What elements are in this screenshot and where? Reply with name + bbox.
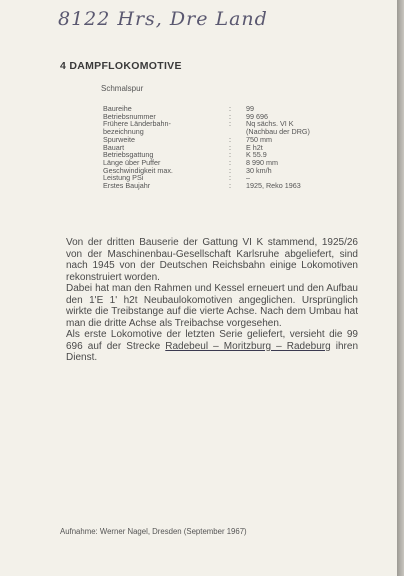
- spec-label: Betriebsgattung: [103, 150, 154, 160]
- spec-row: [103, 128, 363, 136]
- spec-label: Länge über Puffer: [103, 157, 161, 167]
- spec-label: bezeichnung: [103, 127, 144, 137]
- page-subtitle: Schmalspur: [101, 84, 144, 93]
- spec-value: (Nachbau der DRG): [246, 127, 310, 137]
- spec-label: Baureihe: [103, 104, 132, 113]
- spec-row: Baureihe : 99: [103, 105, 363, 113]
- paragraph: Dabei hat man den Rahmen und Kessel erneuert und den Aufbau den 1'E 1' h2t Neubaulokomotiven angeglichen. Ursprünglich wirkte die Treibstange auf die vierte Achse. Nach dem Umbau hat man die dritte Achse als Treibachse vorgesehen.: [66, 283, 358, 329]
- spec-value: 30 km/h: [246, 165, 272, 175]
- scan-edge: [397, 0, 404, 576]
- spec-row: Länge über Puffer : 8 990 mm: [103, 159, 363, 167]
- paragraph: Von der dritten Bauserie der Gattung VI K stammend, 1925/26 von der Maschinenbau-Gesellschaft Karlsruhe abgeliefert, sind nach 1945 von der Deutschen Reichsbahn einige Lokomotiven rekonstruiert worden.: [66, 237, 358, 283]
- spec-row: Leistung PSi : –: [103, 174, 363, 182]
- spec-row: Bauart : E h2t: [103, 144, 363, 152]
- specification-table: [103, 105, 363, 190]
- spec-label: Erstes Baujahr: [103, 181, 151, 191]
- spec-label: Bauart: [103, 142, 125, 152]
- spec-label: Frühere Länderbahn-: [103, 119, 171, 129]
- spec-row: Geschwindigkeit max. : 30 km/h: [103, 167, 363, 175]
- spec-row: Spurweite : 750 mm: [103, 136, 363, 144]
- description-text: [66, 237, 358, 364]
- spec-row: Erstes Baujahr : 1925, Reko 1963: [103, 182, 363, 190]
- spec-value: 99: [246, 104, 254, 113]
- spec-value: K 55.9: [246, 150, 267, 160]
- photo-credit: Aufnahme: Werner Nagel, Dresden (September 1967): [60, 527, 247, 536]
- spec-value: –: [246, 173, 250, 183]
- spec-value: 8 990 mm: [246, 157, 278, 167]
- spec-label: Spurweite: [103, 134, 135, 144]
- paragraph: Als erste Lokomotive der letzten Serie geliefert, versieht die 99 696 auf der Strecke Radebeul – Moritzburg – Radeburg ihren Dienst.: [66, 329, 359, 363]
- spec-value: 750 mm: [246, 134, 272, 144]
- spec-value: Nq sächs. VI K: [246, 119, 294, 129]
- spec-value: E h2t: [246, 142, 263, 152]
- underlined-route: Radebeul – Moritzburg – Radeburg: [165, 340, 331, 352]
- spec-row: Frühere Länderbahn- : Nq sächs. VI K: [103, 120, 363, 128]
- spec-value: 1925, Reko 1963: [246, 181, 301, 191]
- spec-value: 99 696: [246, 111, 268, 121]
- spec-label: Betriebsnummer: [103, 111, 156, 121]
- spec-row: Betriebsnummer : 99 696: [103, 113, 363, 121]
- page-title: 4 DAMPFLOKOMOTIVE: [60, 60, 182, 72]
- spec-label: Geschwindigkeit max.: [103, 165, 173, 175]
- spec-row: Betriebsgattung : K 55.9: [103, 151, 363, 159]
- handwritten-note: 8122 Hrs, Dre Land: [58, 8, 268, 30]
- spec-label: Leistung PSi: [103, 173, 144, 183]
